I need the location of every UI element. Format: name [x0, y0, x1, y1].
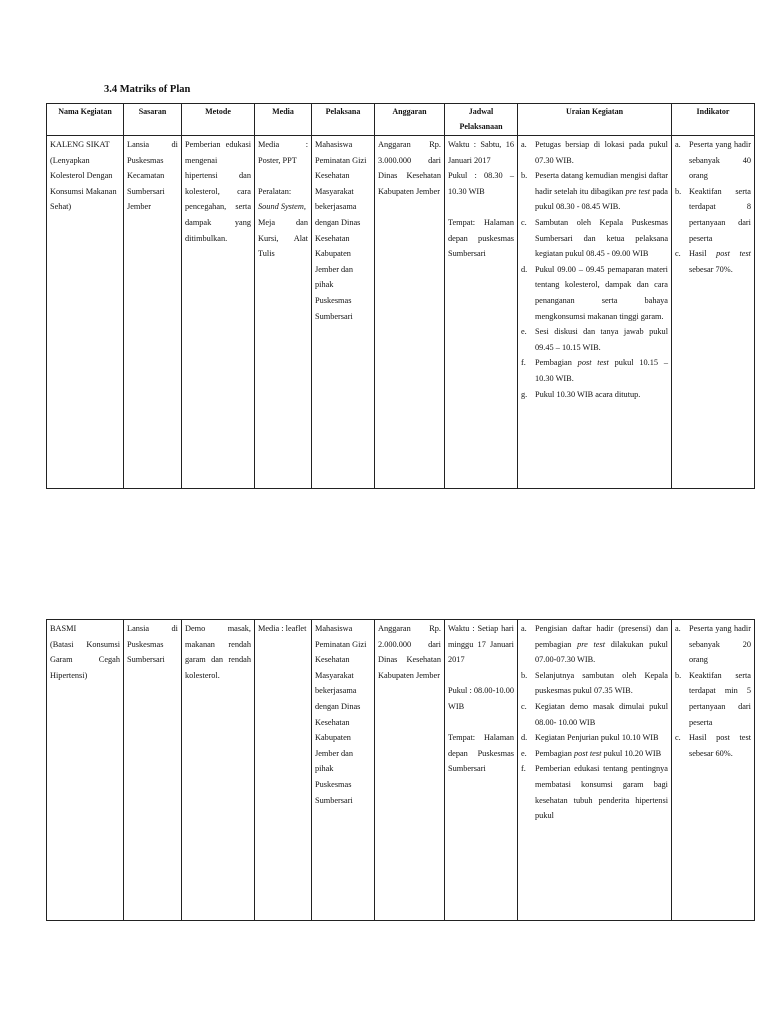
cell-metode: Demo masak, makanan rendah garam dan rendah kolesterol. — [182, 620, 255, 921]
activity-description: (Lenyapkan Kolesterol Dengan Konsumsi Makanan Sehat) — [50, 155, 117, 212]
table-row — [47, 620, 755, 921]
peralatan-items: Meja dan Kursi, Alat Tulis — [258, 217, 308, 259]
jadwal-pukul: Pukul : 08.00-10.00 WIB — [448, 686, 514, 711]
cell-pelaksana: Mahasiswa Peminatan Gizi Kesehatan Masyarakat bekerjasama dengan Dinas Kesehatan Kabupaten Jember dan pihak Puskesmas Sumbersari — [312, 620, 375, 921]
peralatan-italic: Sound System, — [258, 202, 306, 212]
list-item: b. Keaktifan serta terdapat min 5 pertanyaan dari peserta — [675, 670, 751, 727]
uraian-list — [521, 137, 668, 402]
jadwal-waktu: Waktu : Sabtu, 16 Januari 2017 — [448, 140, 514, 165]
plan-matrix-table — [46, 103, 755, 489]
cell-uraian — [518, 620, 672, 921]
cell-jadwal — [445, 136, 518, 489]
cell-nama-kegiatan — [47, 620, 124, 921]
uraian-list — [521, 621, 668, 824]
table-header-row — [47, 104, 755, 136]
indikator-list — [675, 137, 751, 277]
header-media: Media — [255, 104, 312, 136]
list-item: b. Selanjutnya sambutan oleh Kepala puskesmas pukul 07.35 WIB. — [521, 670, 668, 696]
peralatan-label: Peralatan: — [258, 186, 292, 196]
jadwal-pukul: Pukul : 08.30 – 10.30 WIB — [448, 171, 514, 196]
list-item: f. Pemberian edukasi tentang pentingnya membatasi konsumsi garam bagi kesehatan tubuh penderita hipertensi pukul — [521, 764, 668, 821]
header-uraian: Uraian Kegiatan — [518, 104, 672, 136]
list-item: c. Hasil post test sebesar 60%. — [675, 733, 751, 758]
list-item: a. Peserta yang hadir sebanyak 40 orang — [675, 140, 751, 181]
table-row — [47, 136, 755, 489]
list-item: e. Sesi diskusi dan tanya jawab pukul 09.45 – 10.15 WIB. — [521, 327, 668, 352]
cell-indikator — [672, 136, 755, 489]
cell-media — [255, 136, 312, 489]
cell-nama-kegiatan — [47, 136, 124, 489]
list-item: g. Pukul 10.30 WIB acara ditutup. — [521, 389, 641, 399]
header-jadwal: Jadwal Pelaksanaan — [445, 104, 518, 136]
list-item: e. Pembagian post test pukul 10.20 WIB — [521, 748, 662, 758]
cell-anggaran: Anggaran Rp. 2.000.000 dari Dinas Kesehatan Kabupaten Jember — [375, 620, 445, 921]
cell-metode: Pemberian edukasi mengenai hipertensi dan kolesterol, cara pencegahan, serta dampak yang ditimbulkan. — [182, 136, 255, 489]
header-pelaksana: Pelaksana — [312, 104, 375, 136]
list-item: f. Pembagian post test pukul 10.15 – 10.30 WIB. — [521, 358, 668, 383]
list-item: a. Peserta yang hadir sebanyak 20 orang — [675, 624, 751, 665]
header-sasaran: Sasaran — [124, 104, 182, 136]
list-item: c. Sambutan oleh Kepala Puskesmas Sumbersari dan ketua pelaksana kegiatan pukul 08.45 - 09.00 WIB — [521, 217, 668, 259]
list-item: a. Pengisian daftar hadir (presensi) dan pembagian pre test dilakukan pukul 07.00-07.30 WIB. — [521, 624, 668, 665]
media-line: Media : leaflet — [258, 624, 307, 633]
cell-sasaran: Lansia di Puskesmas Sumbersari — [124, 620, 182, 921]
plan-matrix-table-continued — [46, 619, 755, 921]
list-item: d. Pukul 09.00 – 09.45 pemaparan materi tentang kolesterol, dampak dan cara penanganan serta bahaya mengkonsumsi makanan tinggi garam. — [521, 264, 668, 321]
list-item: c. Hasil post test sebesar 70%. — [675, 249, 751, 274]
jadwal-tempat: Tempat: Halaman depan Puskesmas Sumbersari — [448, 733, 514, 774]
activity-name: BASMI — [50, 624, 77, 633]
cell-uraian — [518, 136, 672, 489]
header-metode: Metode — [182, 104, 255, 136]
cell-jadwal — [445, 620, 518, 921]
activity-description: (Batasi Konsumsi Garam Cegah Hipertensi) — [50, 639, 120, 680]
cell-media — [255, 620, 312, 921]
cell-sasaran: Lansia di Puskesmas Kecamatan Sumbersari Jember — [124, 136, 182, 489]
header-indikator: Indikator — [672, 104, 755, 136]
jadwal-tempat: Tempat: Halaman depan puskesmas Sumbersari — [448, 217, 514, 259]
cell-pelaksana: Mahasiswa Peminatan Gizi Kesehatan Masyarakat bekerjasama dengan Dinas Kesehatan Kabupaten Jember dan pihak Puskesmas Sumbersari — [312, 136, 375, 489]
cell-indikator — [672, 620, 755, 921]
list-item: a. Petugas bersiap di lokasi pada pukul 07.30 WIB. — [521, 140, 668, 165]
list-item: b. Peserta datang kemudian mengisi daftar hadir setelah itu dibagikan pre test pada pukul 08.30 - 08.45 WIB. — [521, 171, 668, 212]
jadwal-waktu: Waktu : Setiap hari minggu 17 Januari 2017 — [448, 624, 514, 665]
indikator-list — [675, 621, 751, 761]
section-title: 3.4 Matriks of Plan — [104, 84, 191, 95]
list-item: b. Keaktifan serta terdapat 8 pertanyaan dari peserta — [675, 186, 751, 243]
media-line: Media : Poster, PPT — [258, 140, 308, 165]
header-anggaran: Anggaran — [375, 104, 445, 136]
activity-name: KALENG SIKAT — [50, 140, 110, 149]
header-nama-kegiatan: Nama Kegiatan — [47, 104, 124, 136]
cell-anggaran: Anggaran Rp. 3.000.000 dari Dinas Kesehatan Kabupaten Jember — [375, 136, 445, 489]
list-item: d. Kegiatan Penjurian pukul 10.10 WIB — [521, 733, 659, 743]
list-item: c. Kegiatan demo masak dimulai pukul 08.00- 10.00 WIB — [521, 701, 668, 727]
